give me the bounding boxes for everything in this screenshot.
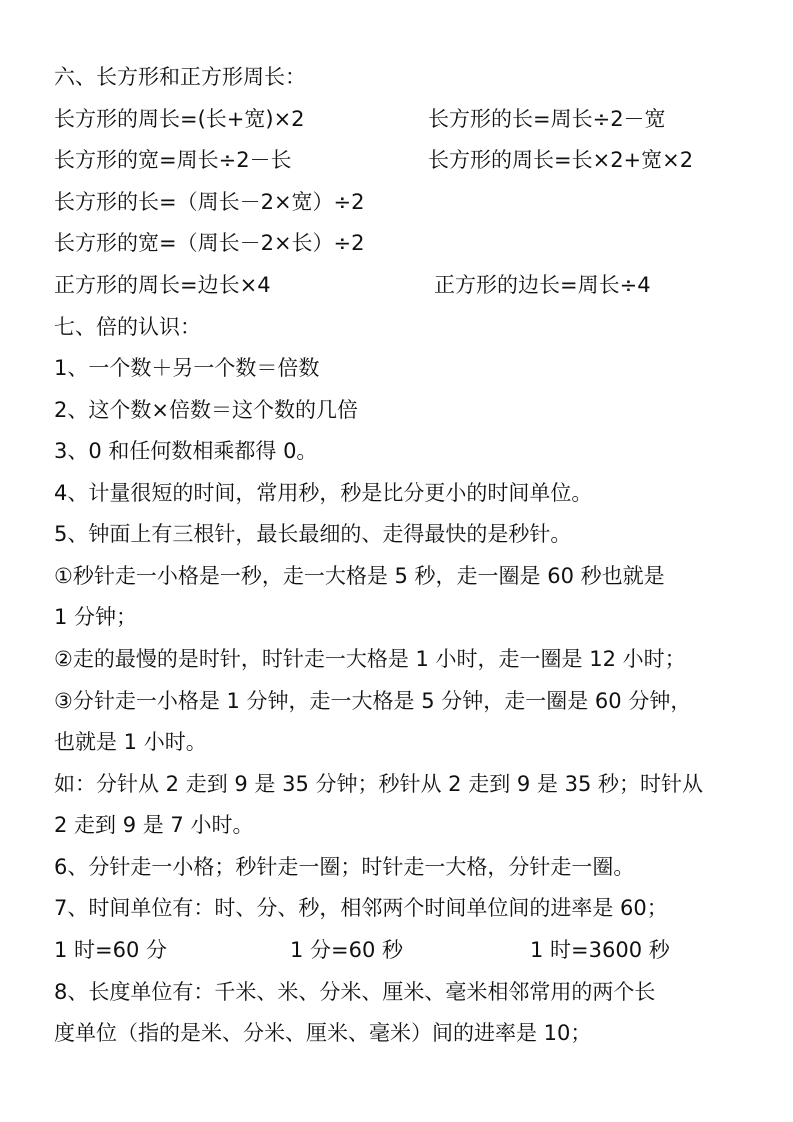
list-item — [54, 642, 686, 676]
heading-perimeter — [54, 60, 306, 94]
formula-left: 长方形的长=（周长－2×宽）÷2 — [54, 190, 365, 214]
line-text: 也就是 1 小时。 — [54, 730, 207, 754]
formula-left: 长方形的宽=（周长－2×长）÷2 — [54, 231, 365, 255]
list-item — [54, 517, 571, 551]
line-text: 1 分钟； — [54, 605, 138, 629]
formula-left: 正方形的周长=边长×4 — [54, 273, 271, 297]
list-item — [54, 808, 253, 842]
line-text: ②走的最慢的是时针，时针走一大格是 1 小时，走一圈是 12 小时； — [54, 647, 686, 671]
list-item — [54, 559, 665, 593]
formula-row — [54, 102, 666, 136]
formula-right: 长方形的长=周长÷2－宽 — [428, 107, 666, 131]
line-text: 六、长方形和正方形周长： — [54, 65, 306, 89]
list-item — [54, 476, 592, 510]
formula-row — [54, 268, 651, 302]
list-item — [54, 351, 319, 385]
formula-left: 长方形的宽=周长÷2－长 — [54, 148, 292, 172]
line-text: 1、一个数＋另一个数＝倍数 — [54, 356, 320, 380]
list-item — [54, 850, 634, 884]
list-item — [54, 725, 207, 759]
formula-right: 正方形的边长=周长÷4 — [434, 273, 651, 297]
list-item — [54, 1016, 591, 1050]
list-item — [54, 393, 358, 427]
formula-left: 长方形的周长=(长+宽)×2 — [54, 107, 305, 131]
formula-row — [54, 185, 365, 219]
line-text: 4、计量很短的时间，常用秒，秒是比分更小的时间单位。 — [54, 481, 593, 505]
line-text: 2、这个数×倍数＝这个数的几倍 — [54, 398, 358, 422]
line-text: 七、倍的认识： — [54, 315, 201, 339]
line-text: 3、0 和任何数相乘都得 0。 — [54, 439, 318, 463]
list-item — [54, 767, 703, 801]
unit-minute-second: 1 分=60 秒 — [290, 938, 404, 962]
line-text: 6、分针走一小格；秒针走一圈；时针走一大格，分针走一圈。 — [54, 855, 635, 879]
line-text: 如：分针从 2 走到 9 是 35 分钟；秒针从 2 走到 9 是 35 秒；时针从 — [54, 772, 703, 796]
unit-hour-second: 1 时=3600 秒 — [530, 938, 670, 962]
list-item — [54, 891, 668, 925]
list-item — [54, 434, 317, 468]
line-text: ③分针走一小格是 1 分钟，走一大格是 5 分钟，走一圈是 60 分钟， — [54, 689, 692, 713]
heading-multiples — [54, 310, 201, 344]
line-text: 度单位（指的是米、分米、厘米、毫米）间的进率是 10； — [54, 1021, 592, 1045]
list-item — [54, 684, 691, 718]
line-text: 7、时间单位有：时、分、秒，相邻两个时间单位间的进率是 60； — [54, 896, 668, 920]
line-text: 2 走到 9 是 7 小时。 — [54, 813, 254, 837]
formula-row — [54, 226, 365, 260]
line-text: ①秒针走一小格是一秒，走一大格是 5 秒，走一圈是 60 秒也就是 — [54, 564, 665, 588]
formula-right: 长方形的周长=长×2+宽×2 — [428, 148, 694, 172]
list-item — [54, 975, 655, 1009]
formula-row — [54, 143, 694, 177]
line-text: 8、长度单位有：千米、米、分米、厘米、毫米相邻常用的两个长 — [54, 980, 656, 1004]
list-item — [54, 600, 137, 634]
unit-hour-minute: 1 时=60 分 — [54, 938, 168, 962]
time-units-row — [54, 933, 670, 967]
line-text: 5、钟面上有三根针，最长最细的、走得最快的是秒针。 — [54, 522, 572, 546]
